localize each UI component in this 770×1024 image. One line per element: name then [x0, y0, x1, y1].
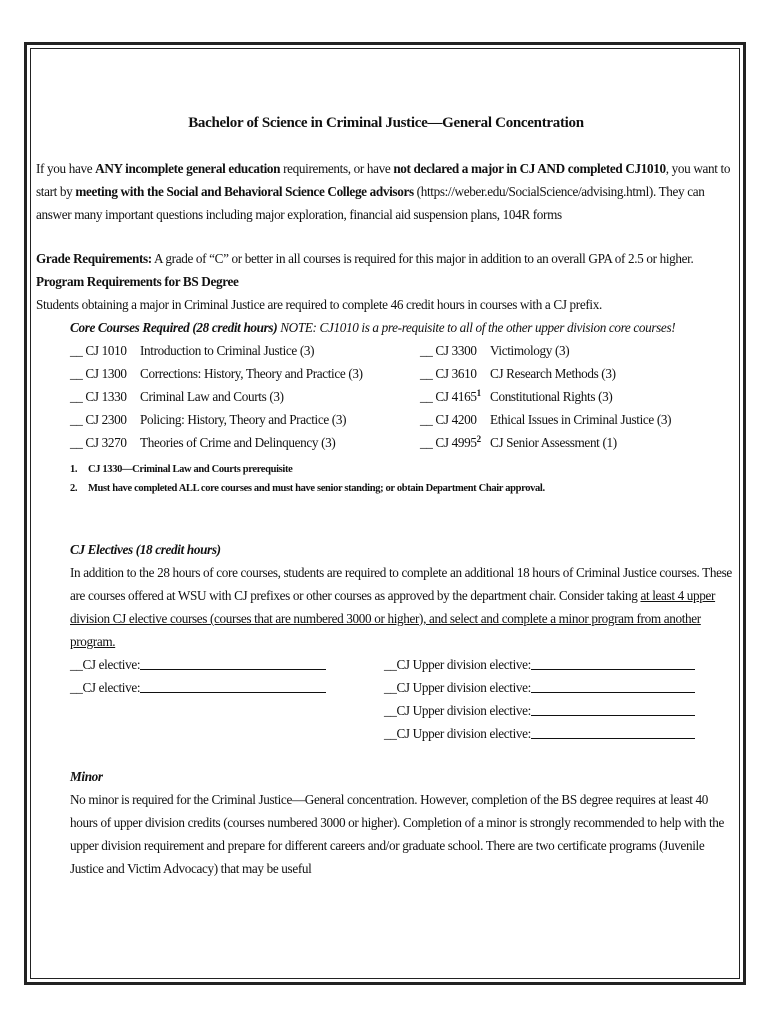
course-code-text: __ CJ 2300 [70, 412, 127, 427]
cj-upper-division-elective-blank-line[interactable] [531, 653, 695, 670]
footnote-text: CJ 1330—Criminal Law and Courts prerequisite [88, 464, 293, 475]
course-title: Introduction to Criminal Justice (3) [140, 343, 315, 358]
course-title: CJ Senior Assessment (1) [490, 435, 617, 450]
intro-text-3: , you want to start by [36, 161, 731, 199]
cj-elective-blank-line[interactable] [140, 653, 326, 670]
course-code [420, 339, 490, 362]
course-code-text: __ CJ 4165 [420, 389, 477, 404]
cj-upper-division-elective-label: __CJ Upper division elective: [384, 703, 531, 718]
core-course-row [70, 408, 420, 431]
course-code [70, 339, 140, 362]
core-course-row [420, 362, 720, 385]
core-course-column-right [420, 339, 720, 454]
course-code-text: __ CJ 1300 [70, 366, 127, 381]
cj-elective-blank-line[interactable] [140, 676, 326, 693]
cj-upper-division-elective-row [384, 722, 704, 745]
elective-fields [36, 653, 736, 745]
core-course-row [420, 339, 720, 362]
cj-elective-label: __CJ elective: [70, 657, 141, 672]
course-code [70, 362, 140, 385]
cj-elective-label: __CJ elective: [70, 680, 141, 695]
cj-upper-division-elective-label: __CJ Upper division elective: [384, 726, 531, 741]
course-code [70, 431, 140, 454]
course-footnote-marker: 1 [476, 388, 481, 398]
grade-requirements [36, 247, 736, 270]
cj-upper-division-elective-row [384, 653, 704, 676]
course-code [420, 431, 490, 454]
course-code-text: __ CJ 3270 [70, 435, 127, 450]
course-code-text: __ CJ 1010 [70, 343, 127, 358]
cj-upper-division-elective-blank-line[interactable] [531, 676, 695, 693]
program-text: Students obtaining a major in Criminal Justice are required to complete 46 credit hours in courses with a CJ prefix. [36, 297, 602, 312]
footnote [70, 479, 736, 498]
course-title: Victimology (3) [490, 343, 570, 358]
intro-bold-3: meeting with the Social and Behavioral Science College advisors [75, 184, 414, 199]
intro-text-4: (https://weber.edu/SocialScience/advising.html). They can answer many important questions including major exploration, financial aid suspension plans, 104R forms [36, 184, 705, 222]
course-code [70, 408, 140, 431]
electives-text-body: In addition to the 28 hours of core courses, students are required to complete an additional 18 hours of Criminal Justice courses. These are courses offered at WSU with CJ prefixes or other courses as approved by the department chair. Consider taking [70, 565, 732, 603]
cj-elective-row [70, 653, 384, 676]
program-heading: Program Requirements for BS Degree [36, 274, 239, 289]
intro-text-1: If you have [36, 161, 96, 176]
course-title: Ethical Issues in Criminal Justice (3) [490, 412, 672, 427]
course-title: CJ Research Methods (3) [490, 366, 616, 381]
course-code-text: __ CJ 4995 [420, 435, 477, 450]
grade-label: Grade Requirements: [36, 251, 152, 266]
course-title: Constitutional Rights (3) [490, 389, 613, 404]
footnote-number: 1. [70, 464, 78, 475]
course-code [420, 362, 490, 385]
cj-upper-division-elective-blank-line[interactable] [531, 699, 695, 716]
course-title: Corrections: History, Theory and Practice (3) [140, 366, 363, 381]
core-course-row [420, 431, 720, 454]
document-body [36, 112, 736, 880]
footnote-number: 2. [70, 483, 78, 494]
cj-upper-division-elective-label: __CJ Upper division elective: [384, 680, 531, 695]
cj-upper-division-elective-row [384, 699, 704, 722]
course-title: Criminal Law and Courts (3) [140, 389, 284, 404]
course-code [420, 385, 490, 408]
core-heading-title: Core Courses Required (28 credit hours) [70, 320, 278, 335]
core-course-row [70, 362, 420, 385]
core-course-row [70, 339, 420, 362]
footnote-text: Must have completed ALL core courses and must have senior standing; or obtain Department Chair approval. [88, 483, 545, 494]
minor-text: No minor is required for the Criminal Justice—General concentration. However, completion of the BS degree requires at least 40 hours of upper division credits (courses numbered 3000 or higher). Completion of a minor is strongly recommended to help with the upper division requirement and prepare for different careers and/or graduate school. There are two certificate programs (Juvenile Justice and Victim Advocacy) that may be useful [70, 792, 725, 876]
course-code-text: __ CJ 4200 [420, 412, 477, 427]
core-heading [36, 316, 736, 339]
course-title: Policing: History, Theory and Practice (3) [140, 412, 347, 427]
core-heading-note: NOTE: CJ1010 is a pre-requisite to all of the other upper division core courses! [277, 320, 676, 335]
electives-text [36, 561, 736, 653]
elective-fields-right [384, 653, 704, 745]
cj-upper-division-elective-label: __CJ Upper division elective: [384, 657, 531, 672]
footnote [70, 460, 736, 479]
cj-upper-division-elective-row [384, 676, 704, 699]
course-code-text: __ CJ 3300 [420, 343, 477, 358]
intro-paragraph [36, 157, 736, 226]
course-code-text: __ CJ 1330 [70, 389, 127, 404]
core-course-row [70, 385, 420, 408]
course-code [70, 385, 140, 408]
intro-text-2: requirements, or have [280, 161, 394, 176]
grade-text: A grade of “C” or better in all courses is required for this major in addition to an overall GPA of 2.5 or higher. [151, 251, 694, 266]
course-title: Theories of Crime and Delinquency (3) [140, 435, 336, 450]
core-course-row [420, 385, 720, 408]
core-course-row [70, 431, 420, 454]
cj-upper-division-elective-blank-line[interactable] [531, 722, 695, 739]
cj-elective-row [70, 676, 384, 699]
core-footnotes [36, 460, 736, 498]
intro-bold-2: not declared a major in CJ AND completed CJ1010 [393, 161, 666, 176]
course-footnote-marker: 2 [476, 434, 481, 444]
document-title: Bachelor of Science in Criminal Justice—General Concentration [188, 115, 584, 131]
minor-heading: Minor [70, 769, 103, 784]
core-course-row [420, 408, 720, 431]
core-course-column-left [70, 339, 420, 454]
core-course-list [36, 339, 736, 454]
electives-text-underlined: at least 4 upper division CJ elective courses (courses that are numbered 3000 or higher), and select and complete a minor program from another program. [70, 588, 716, 649]
course-code-text: __ CJ 3610 [420, 366, 477, 381]
electives-heading: CJ Electives (18 credit hours) [70, 542, 221, 557]
course-code [420, 408, 490, 431]
elective-fields-left [70, 653, 384, 745]
intro-bold-1: ANY incomplete general education [95, 161, 281, 176]
